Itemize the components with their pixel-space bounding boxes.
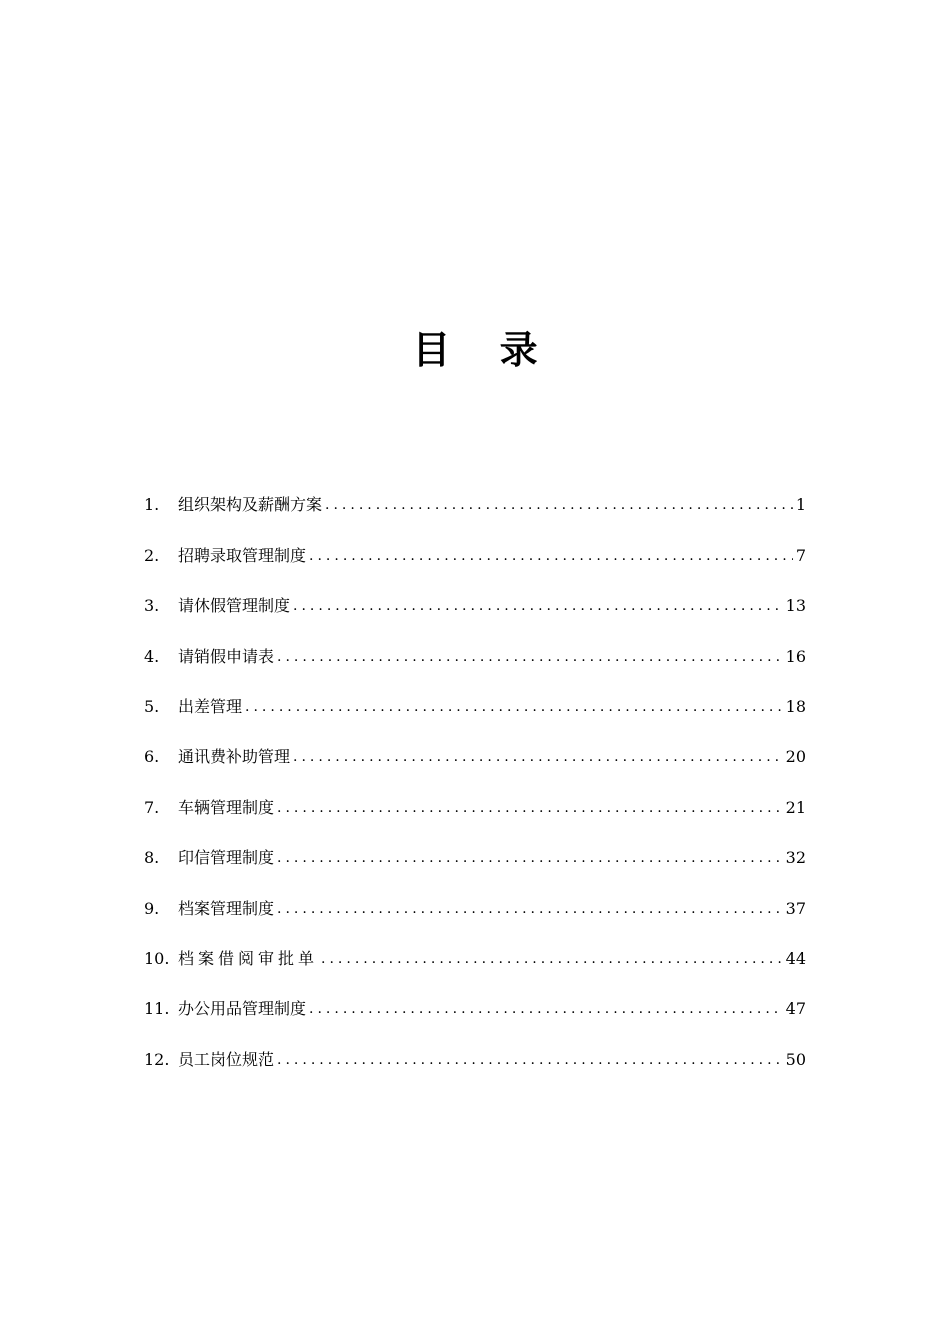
toc-entry-number: 3.: [144, 596, 160, 616]
toc-entry-title: 档案借阅审批单: [178, 948, 319, 968]
toc-entry-page: 21: [785, 797, 806, 817]
toc-entry-page: 47: [785, 999, 806, 1019]
toc-entry[interactable]: [144, 470, 806, 520]
toc-entry-page: 44: [785, 948, 806, 968]
toc-entry-title: 出差管理: [178, 696, 243, 716]
toc-entry-number: 9.: [144, 898, 160, 918]
toc-entry-number: 1.: [144, 495, 160, 515]
toc-entry-page: 1: [795, 495, 806, 515]
toc-entry-title: 通讯费补助管理: [178, 747, 291, 767]
toc-leader-dots: [245, 692, 783, 722]
toc-entry[interactable]: [144, 924, 806, 974]
toc-entry-page: 13: [785, 596, 806, 616]
toc-entry-title: 员工岗位规范: [178, 1049, 275, 1069]
toc-leader-dots: [277, 1045, 783, 1075]
toc-entry-title: 请销假申请表: [178, 646, 275, 666]
toc-entry-title: 组织架构及薪酬方案: [178, 495, 323, 515]
toc-entry-page: 50: [785, 1049, 806, 1069]
toc-entry[interactable]: [144, 520, 806, 570]
toc-leader-dots: [309, 541, 793, 571]
toc-leader-dots: [321, 944, 783, 974]
toc-entry-title: 档案管理制度: [178, 898, 275, 918]
toc-entry-page: 37: [785, 898, 806, 918]
toc-entry[interactable]: [144, 621, 806, 671]
toc-entry[interactable]: [144, 722, 806, 772]
toc-entry-number: 6.: [144, 747, 160, 767]
toc-leader-dots: [277, 843, 783, 873]
toc-entry[interactable]: [144, 772, 806, 822]
toc-leader-dots: [293, 742, 783, 772]
toc-entry[interactable]: [144, 571, 806, 621]
toc-entry-page: 7: [795, 545, 806, 565]
toc-leader-dots: [309, 994, 783, 1024]
toc-entry-number: 12.: [144, 1049, 170, 1069]
toc-entry-number: 7.: [144, 797, 160, 817]
toc-entry-page: 18: [785, 696, 806, 716]
toc-leader-dots: [277, 894, 783, 924]
toc-entry-title: 招聘录取管理制度: [178, 545, 307, 565]
toc-entry-title: 印信管理制度: [178, 848, 275, 868]
toc-entry-page: 16: [785, 646, 806, 666]
toc-entry[interactable]: [144, 873, 806, 923]
toc-entry-number: 2.: [144, 545, 160, 565]
toc-entry-number: 8.: [144, 848, 160, 868]
toc-entry-title: 车辆管理制度: [178, 797, 275, 817]
toc-entry[interactable]: [144, 672, 806, 722]
toc-entry-page: 20: [785, 747, 806, 767]
toc-leader-dots: [325, 490, 793, 520]
toc-entry-number: 5.: [144, 696, 160, 716]
toc-entry-number: 11.: [144, 999, 170, 1019]
toc-leader-dots: [277, 793, 783, 823]
toc-list: [144, 470, 806, 1075]
toc-entry-page: 32: [785, 848, 806, 868]
toc-entry-title: 请休假管理制度: [178, 596, 291, 616]
toc-entry[interactable]: [144, 1024, 806, 1074]
toc-leader-dots: [293, 591, 783, 621]
toc-entry-number: 4.: [144, 646, 160, 666]
toc-entry[interactable]: [144, 974, 806, 1024]
toc-entry[interactable]: [144, 823, 806, 873]
toc-entry-number: 10.: [144, 948, 170, 968]
toc-entry-title: 办公用品管理制度: [178, 999, 307, 1019]
toc-leader-dots: [277, 642, 783, 672]
toc-title: 目 录: [412, 328, 556, 373]
